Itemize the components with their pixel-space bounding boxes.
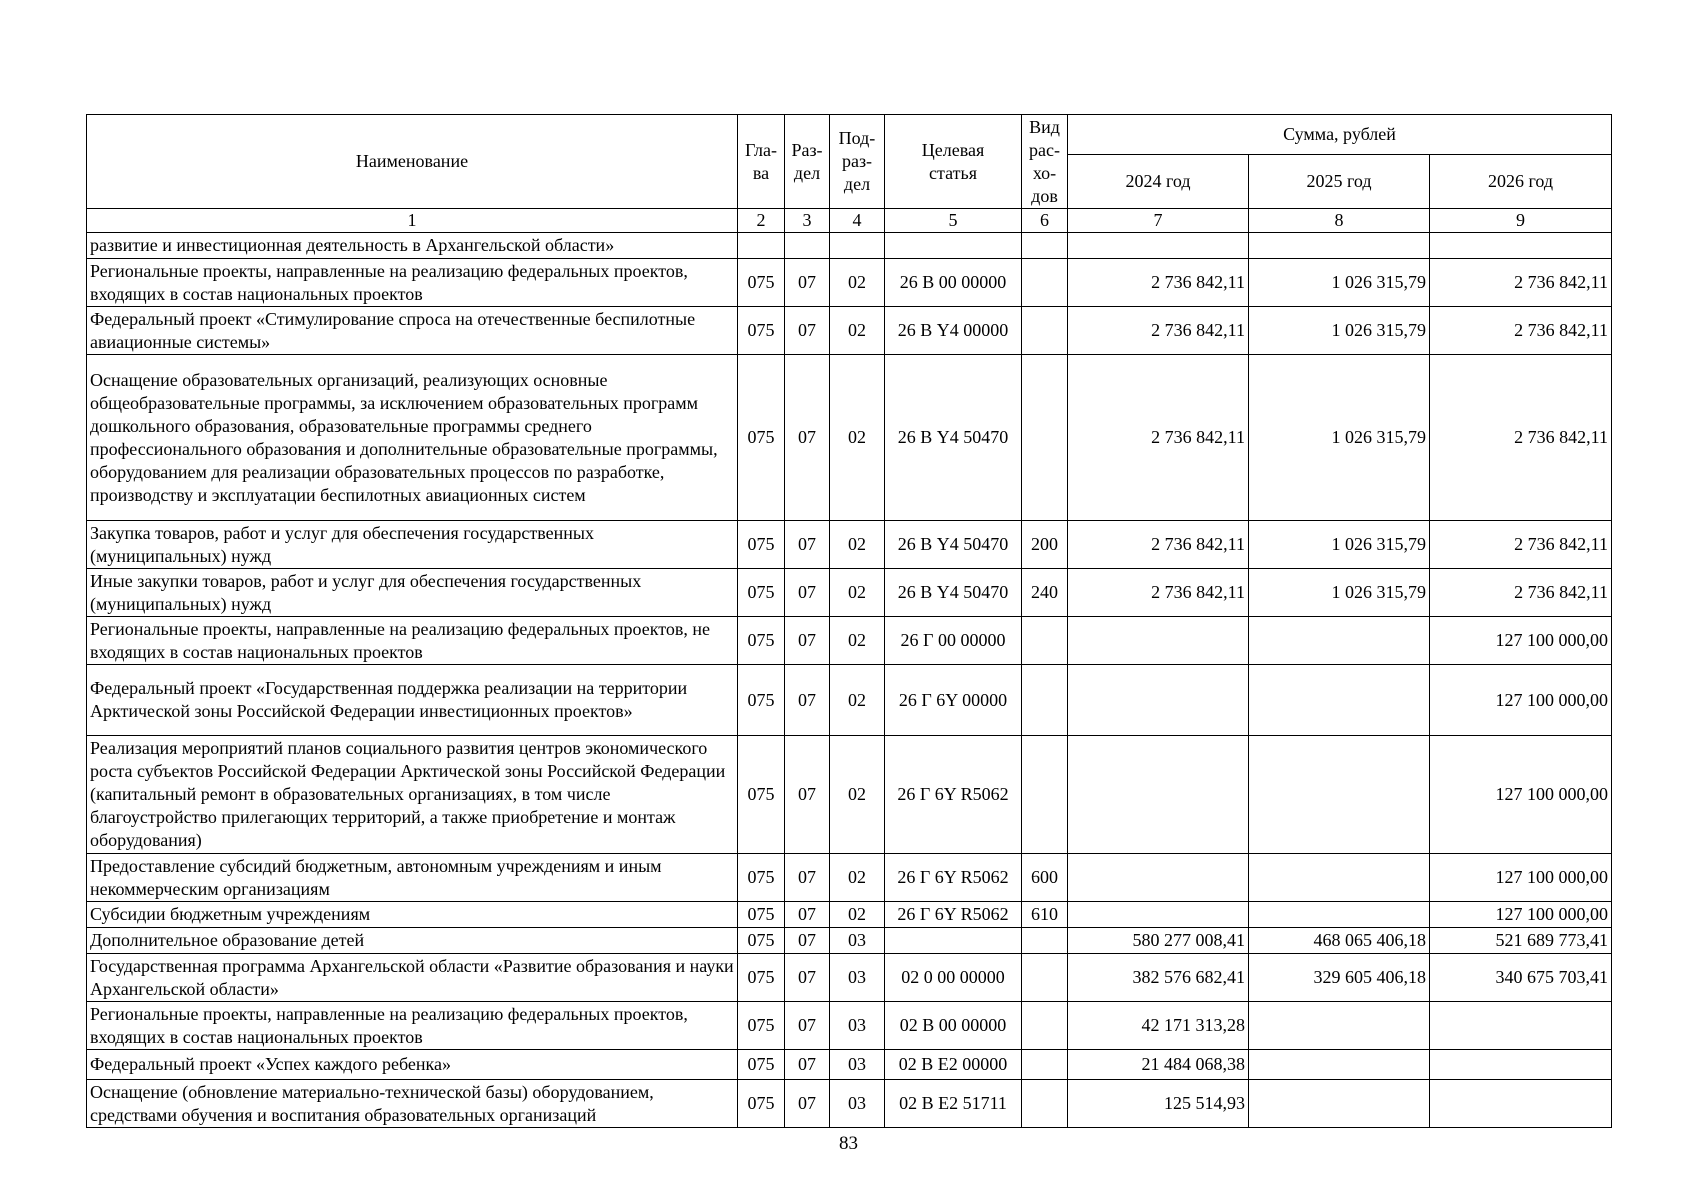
row-podrazdel: 02 [830, 259, 885, 307]
column-index: 8 [1249, 209, 1430, 233]
row-podrazdel: 02 [830, 307, 885, 355]
row-sum-2025: 1 026 315,79 [1249, 569, 1430, 617]
row-name: Субсидии бюджетным учреждениям [87, 902, 738, 928]
row-podrazdel: 03 [830, 928, 885, 954]
row-glava: 075 [738, 854, 785, 902]
row-sum-2024: 42 171 313,28 [1068, 1002, 1249, 1050]
row-razdel: 07 [785, 736, 830, 854]
row-sum-2025 [1249, 736, 1430, 854]
row-glava: 075 [738, 954, 785, 1002]
row-name: Закупка товаров, работ и услуг для обеспечения государственных (муниципальных) нужд [87, 521, 738, 569]
row-podrazdel: 03 [830, 1002, 885, 1050]
table-row [87, 259, 1612, 307]
row-sum-2025 [1249, 1002, 1430, 1050]
header-razdel: Раз- дел [785, 115, 830, 209]
row-sum-2026 [1430, 1050, 1612, 1080]
row-razdel: 07 [785, 355, 830, 521]
row-name: развитие и инвестиционная деятельность в Архангельской области» [87, 233, 738, 259]
row-razdel [785, 233, 830, 259]
header-podrazdel: Под- раз- дел [830, 115, 885, 209]
row-sum-2025 [1249, 665, 1430, 736]
row-sum-2026: 2 736 842,11 [1430, 521, 1612, 569]
row-razdel: 07 [785, 1050, 830, 1080]
table-row [87, 736, 1612, 854]
row-celevaya-statya: 26 В 00 00000 [885, 259, 1022, 307]
row-sum-2026: 2 736 842,11 [1430, 355, 1612, 521]
row-sum-2024: 2 736 842,11 [1068, 521, 1249, 569]
row-glava: 075 [738, 928, 785, 954]
table-row [87, 1050, 1612, 1080]
row-celevaya-statya: 02 0 00 00000 [885, 954, 1022, 1002]
row-sum-2026 [1430, 1002, 1612, 1050]
row-sum-2026: 340 675 703,41 [1430, 954, 1612, 1002]
column-index: 2 [738, 209, 785, 233]
row-name: Иные закупки товаров, работ и услуг для обеспечения государственных (муниципальных) нужд [87, 569, 738, 617]
row-glava: 075 [738, 736, 785, 854]
row-name: Региональные проекты, направленные на реализацию федеральных проектов, не входящих в состав национальных проектов [87, 617, 738, 665]
row-sum-2025 [1249, 902, 1430, 928]
row-name: Федеральный проект «Успех каждого ребенка» [87, 1050, 738, 1080]
row-vid-rashodov: 610 [1022, 902, 1068, 928]
row-vid-rashodov: 600 [1022, 854, 1068, 902]
row-razdel: 07 [785, 259, 830, 307]
column-index-row [87, 209, 1612, 233]
row-sum-2025: 329 605 406,18 [1249, 954, 1430, 1002]
row-sum-2024: 580 277 008,41 [1068, 928, 1249, 954]
table-row [87, 854, 1612, 902]
row-glava: 075 [738, 1050, 785, 1080]
row-podrazdel: 02 [830, 736, 885, 854]
row-celevaya-statya: 26 В Y4 50470 [885, 521, 1022, 569]
row-glava: 075 [738, 617, 785, 665]
row-name: Государственная программа Архангельской области «Развитие образования и науки Архангельской области» [87, 954, 738, 1002]
row-sum-2025 [1249, 233, 1430, 259]
row-sum-2024 [1068, 617, 1249, 665]
column-index: 5 [885, 209, 1022, 233]
row-sum-2025: 1 026 315,79 [1249, 259, 1430, 307]
row-glava: 075 [738, 355, 785, 521]
row-sum-2025: 1 026 315,79 [1249, 307, 1430, 355]
row-glava: 075 [738, 1002, 785, 1050]
row-razdel: 07 [785, 307, 830, 355]
row-sum-2024 [1068, 902, 1249, 928]
column-index: 4 [830, 209, 885, 233]
row-vid-rashodov: 200 [1022, 521, 1068, 569]
row-vid-rashodov: 240 [1022, 569, 1068, 617]
table-row [87, 521, 1612, 569]
header-year-2024: 2024 год [1068, 155, 1249, 209]
row-vid-rashodov [1022, 1080, 1068, 1128]
row-celevaya-statya: 26 В Y4 50470 [885, 569, 1022, 617]
table-row [87, 928, 1612, 954]
row-podrazdel [830, 233, 885, 259]
row-celevaya-statya: 26 Г 6Y R5062 [885, 902, 1022, 928]
row-glava: 075 [738, 1080, 785, 1128]
row-razdel: 07 [785, 1002, 830, 1050]
page-number: 83 [839, 1133, 858, 1154]
table-row [87, 1080, 1612, 1128]
row-sum-2025 [1249, 617, 1430, 665]
row-celevaya-statya: 26 Г 6Y 00000 [885, 665, 1022, 736]
row-vid-rashodov [1022, 617, 1068, 665]
row-celevaya-statya: 26 В Y4 00000 [885, 307, 1022, 355]
row-glava: 075 [738, 521, 785, 569]
row-name: Региональные проекты, направленные на реализацию федеральных проектов, входящих в состав национальных проектов [87, 259, 738, 307]
row-celevaya-statya: 26 Г 6Y R5062 [885, 736, 1022, 854]
row-razdel: 07 [785, 521, 830, 569]
column-index: 9 [1430, 209, 1612, 233]
row-sum-2026: 127 100 000,00 [1430, 665, 1612, 736]
row-name: Федеральный проект «Государственная поддержка реализации на территории Арктической зоны Российской Федерации инвестиционных проектов» [87, 665, 738, 736]
row-sum-2024: 125 514,93 [1068, 1080, 1249, 1128]
row-celevaya-statya: 02 В 00 00000 [885, 1002, 1022, 1050]
row-vid-rashodov [1022, 355, 1068, 521]
budget-table [86, 114, 1612, 1128]
row-vid-rashodov [1022, 665, 1068, 736]
row-sum-2024: 21 484 068,38 [1068, 1050, 1249, 1080]
header-year-2026: 2026 год [1430, 155, 1612, 209]
row-sum-2025: 468 065 406,18 [1249, 928, 1430, 954]
row-name: Оснащение образовательных организаций, реализующих основные общеобразовательные программы, за исключением образовательных программ дошкольного образования, образовательные программы среднего профессионального образования и дополнительные образовательные программы, оборудованием для реализации образовательных процессов по разработке, производству и эксплуатации беспилотных авиационных систем [87, 355, 738, 521]
row-celevaya-statya: 26 Г 6Y R5062 [885, 854, 1022, 902]
row-name: Реализация мероприятий планов социального развития центров экономического роста субъектов Российской Федерации Арктической зоны Российской Федерации (капитальный ремонт в образовательных организациях, в том числе благоустройство прилегающих территорий, а также приобретение и монтаж оборудования) [87, 736, 738, 854]
row-vid-rashodov [1022, 307, 1068, 355]
row-sum-2026: 2 736 842,11 [1430, 259, 1612, 307]
column-index: 6 [1022, 209, 1068, 233]
table-row [87, 1002, 1612, 1050]
row-podrazdel: 03 [830, 954, 885, 1002]
row-sum-2026: 521 689 773,41 [1430, 928, 1612, 954]
row-sum-2025 [1249, 854, 1430, 902]
row-vid-rashodov [1022, 233, 1068, 259]
row-podrazdel: 03 [830, 1050, 885, 1080]
row-glava: 075 [738, 259, 785, 307]
row-celevaya-statya: 26 В Y4 50470 [885, 355, 1022, 521]
row-sum-2026: 127 100 000,00 [1430, 736, 1612, 854]
row-razdel: 07 [785, 1080, 830, 1128]
row-podrazdel: 02 [830, 569, 885, 617]
row-celevaya-statya: 02 В Е2 00000 [885, 1050, 1022, 1080]
table-row [87, 902, 1612, 928]
row-podrazdel: 03 [830, 1080, 885, 1128]
header-vid-rashodov: Вид рас- хо- дов [1022, 115, 1068, 209]
row-vid-rashodov [1022, 928, 1068, 954]
row-razdel: 07 [785, 928, 830, 954]
row-name: Федеральный проект «Стимулирование спроса на отечественные беспилотные авиационные системы» [87, 307, 738, 355]
row-razdel: 07 [785, 617, 830, 665]
row-name: Региональные проекты, направленные на реализацию федеральных проектов, входящих в состав национальных проектов [87, 1002, 738, 1050]
header-year-2025: 2025 год [1249, 155, 1430, 209]
table-row [87, 233, 1612, 259]
row-celevaya-statya [885, 928, 1022, 954]
header-glava: Гла- ва [738, 115, 785, 209]
row-sum-2025 [1249, 1050, 1430, 1080]
row-glava [738, 233, 785, 259]
row-podrazdel: 02 [830, 521, 885, 569]
row-vid-rashodov [1022, 736, 1068, 854]
row-razdel: 07 [785, 854, 830, 902]
row-glava: 075 [738, 902, 785, 928]
row-sum-2024: 382 576 682,41 [1068, 954, 1249, 1002]
column-index: 1 [87, 209, 738, 233]
table-body [87, 233, 1612, 1128]
row-sum-2024: 2 736 842,11 [1068, 307, 1249, 355]
row-vid-rashodov [1022, 1002, 1068, 1050]
row-podrazdel: 02 [830, 854, 885, 902]
row-razdel: 07 [785, 954, 830, 1002]
row-sum-2024 [1068, 854, 1249, 902]
row-sum-2026: 2 736 842,11 [1430, 569, 1612, 617]
row-razdel: 07 [785, 569, 830, 617]
row-sum-2024 [1068, 665, 1249, 736]
row-sum-2026: 127 100 000,00 [1430, 854, 1612, 902]
row-sum-2025: 1 026 315,79 [1249, 355, 1430, 521]
row-glava: 075 [738, 307, 785, 355]
table-header [87, 115, 1612, 233]
row-name: Оснащение (обновление материально-технической базы) оборудованием, средствами обучения и воспитания образовательных организаций [87, 1080, 738, 1128]
row-sum-2024 [1068, 736, 1249, 854]
table-row [87, 307, 1612, 355]
table-row [87, 665, 1612, 736]
row-sum-2024: 2 736 842,11 [1068, 355, 1249, 521]
row-name: Дополнительное образование детей [87, 928, 738, 954]
row-podrazdel: 02 [830, 902, 885, 928]
row-sum-2026 [1430, 233, 1612, 259]
row-vid-rashodov [1022, 259, 1068, 307]
row-celevaya-statya [885, 233, 1022, 259]
header-celevaya-statya: Целевая статья [885, 115, 1022, 209]
row-sum-2026: 127 100 000,00 [1430, 902, 1612, 928]
header-summa: Сумма, рублей [1068, 115, 1612, 155]
row-razdel: 07 [785, 902, 830, 928]
row-podrazdel: 02 [830, 665, 885, 736]
row-razdel: 07 [785, 665, 830, 736]
header-name: Наименование [87, 115, 738, 209]
row-vid-rashodov [1022, 954, 1068, 1002]
row-podrazdel: 02 [830, 355, 885, 521]
row-glava: 075 [738, 665, 785, 736]
row-sum-2024: 2 736 842,11 [1068, 259, 1249, 307]
row-name: Предоставление субсидий бюджетным, автономным учреждениям и иным некоммерческим организациям [87, 854, 738, 902]
row-sum-2025: 1 026 315,79 [1249, 521, 1430, 569]
row-sum-2025 [1249, 1080, 1430, 1128]
row-glava: 075 [738, 569, 785, 617]
table-row [87, 954, 1612, 1002]
row-podrazdel: 02 [830, 617, 885, 665]
row-sum-2026: 2 736 842,11 [1430, 307, 1612, 355]
table-row [87, 617, 1612, 665]
row-celevaya-statya: 26 Г 00 00000 [885, 617, 1022, 665]
table-row [87, 569, 1612, 617]
row-sum-2024: 2 736 842,11 [1068, 569, 1249, 617]
column-index: 3 [785, 209, 830, 233]
table-row [87, 355, 1612, 521]
column-index: 7 [1068, 209, 1249, 233]
row-sum-2026 [1430, 1080, 1612, 1128]
row-vid-rashodov [1022, 1050, 1068, 1080]
row-celevaya-statya: 02 В Е2 51711 [885, 1080, 1022, 1128]
row-sum-2026: 127 100 000,00 [1430, 617, 1612, 665]
row-sum-2024 [1068, 233, 1249, 259]
